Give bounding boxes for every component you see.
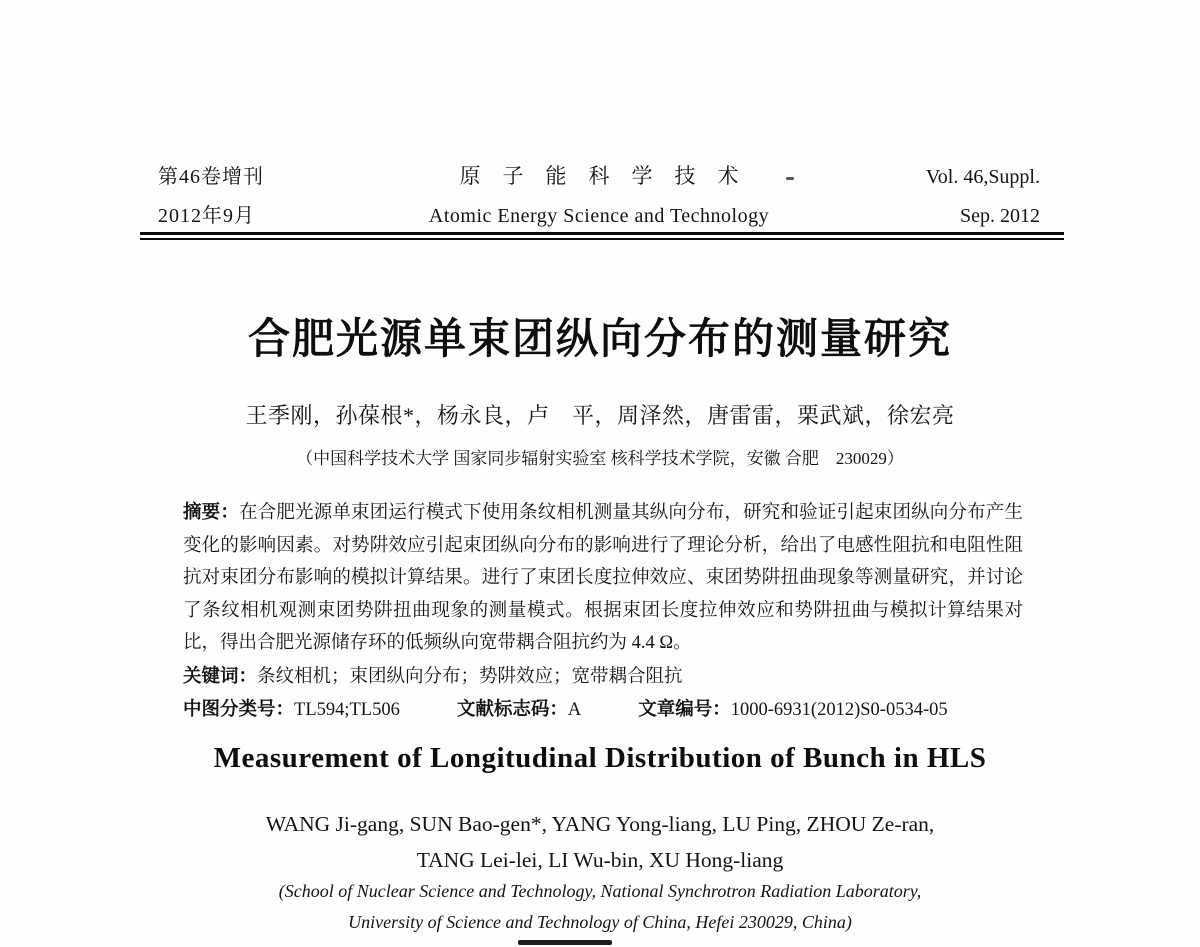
scan-speck	[786, 177, 794, 180]
journal-title-cn: 原子能科学技术	[459, 164, 761, 188]
authors-en-line-2: TANG Lei-lei, LI Wu-bin, XU Hong-liang	[416, 848, 784, 872]
classification-line	[183, 693, 1023, 727]
authors-en-line-1: WANG Ji-gang, SUN Bao-gen*, YANG Yong-liang, LU Ping, ZHOU Ze-ran,	[265, 812, 935, 836]
clc-value: TL594;TL506	[294, 700, 400, 720]
volume-label-cn: 第46卷增刊	[158, 166, 264, 188]
affiliation-en	[0, 876, 1200, 938]
header-divider-rule	[140, 232, 1064, 240]
issue-date-en: Sep. 2012	[960, 205, 1040, 227]
abstract-text: 在合肥光源单束团运行模式下使用条纹相机测量其纵向分布，研究和验证引起束团纵向分布产生变化的影响因素。对势阱效应引起束团纵向分布的影响进行了理论分析，给出了电感性阻抗和电阻性阻抗对束团分布影响的模拟计算结果。进行了束团长度拉伸效应、束团势阱扭曲现象等测量研究，并讨论了条纹相机观测束团势阱扭曲现象的测量模式。根据束团长度拉伸效应和势阱扭曲与模拟计算结果对比，得出合肥光源储存环的低频纵向宽带耦合阻抗约为 4.4 Ω。	[183, 503, 1023, 653]
issue-date-cn: 2012年9月	[158, 205, 255, 227]
keywords-label: 关键词：	[183, 664, 258, 686]
authors-en	[0, 806, 1200, 878]
abstract-paragraph	[183, 496, 1023, 660]
clc-segment	[183, 693, 400, 727]
abstract-label: 摘要：	[183, 501, 240, 522]
affiliation-en-line-1: (School of Nuclear Science and Technology, National Synchrotron Radiation Laboratory,	[278, 881, 922, 901]
doc-code-segment	[457, 693, 581, 727]
affiliation-en-line-2: University of Science and Technology of China, Hefei 230029, China)	[348, 912, 852, 932]
doc-code-label: 文献标志码：	[456, 698, 568, 719]
clc-label: 中图分类号：	[183, 698, 295, 719]
affiliation-cn: （中国科学技术大学 国家同步辐射实验室 核科学技术学院，安徽 合肥 230029）	[296, 449, 904, 468]
keywords-text: 条纹相机；束团纵向分布；势阱效应；宽带耦合阻抗	[257, 666, 683, 687]
volume-label-en: Vol. 46,Suppl.	[925, 166, 1040, 188]
meta-block	[183, 496, 1023, 727]
journal-header-row-2	[158, 199, 1040, 228]
article-id-label: 文章编号：	[638, 698, 731, 719]
journal-header-row-1	[158, 160, 1040, 190]
authors-cn: 王季刚，孙葆根*，杨永良，卢 平，周泽然，唐雷雷，栗武斌，徐宏亮	[245, 403, 955, 428]
article-id-segment	[638, 693, 947, 727]
journal-title-en: Atomic Energy Science and Technology	[428, 205, 770, 227]
doc-code-value: A	[567, 700, 582, 720]
paper-title-cn: 合肥光源单束团纵向分布的测量研究	[247, 315, 952, 362]
scan-artifact	[518, 940, 612, 945]
journal-header	[158, 160, 1040, 228]
keywords-line	[183, 660, 1023, 694]
article-id-value: 1000-6931(2012)S0-0534-05	[730, 700, 948, 720]
paper-title-en: Measurement of Longitudinal Distribution of Bunch in HLS	[213, 742, 987, 774]
